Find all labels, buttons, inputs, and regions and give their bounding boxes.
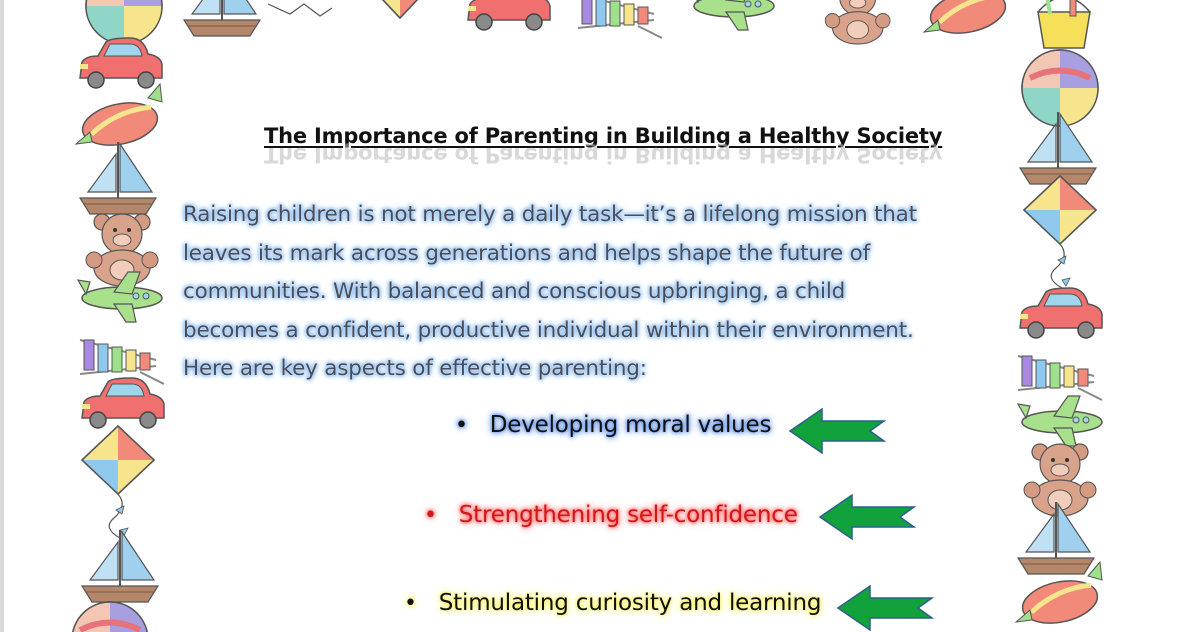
sailboat-icon (80, 142, 156, 214)
xylophone-icon (80, 340, 164, 384)
bullet-text: Developing moral values (489, 412, 772, 438)
bullet-item-self-confidence (424, 502, 798, 528)
xylophone-icon (578, 0, 662, 38)
bullet-dot: • (455, 412, 468, 438)
ball-icon (72, 602, 148, 632)
toy-car-icon (82, 378, 164, 428)
bullet-item-moral-values (455, 412, 771, 438)
blimp-icon (76, 84, 162, 151)
bullet-text: Stimulating curiosity and learning (438, 590, 822, 616)
kite-icon (322, 0, 434, 18)
green-arrow-icon (788, 406, 886, 456)
teddy-bear-icon (825, 0, 890, 44)
sailboat-icon (184, 0, 260, 36)
intro-line: becomes a confident, productive individual within their environment. (183, 317, 914, 343)
toy-airplane-icon (690, 0, 774, 30)
document-title-text: The Importance of Parenting in Building a Healthy Society (264, 124, 943, 148)
bullet-item-curiosity-learning (404, 590, 821, 616)
toy-car-icon (80, 38, 162, 88)
xylophone-icon (1018, 356, 1102, 400)
bullet-text: Strengthening self-confidence (458, 502, 798, 528)
document-title (264, 124, 943, 167)
sand-bucket-icon (1038, 0, 1090, 48)
sailboat-icon (1020, 112, 1096, 184)
teddy-bear-icon (1024, 444, 1096, 516)
kite-icon (1024, 176, 1096, 288)
green-arrow-icon (818, 492, 916, 542)
toy-car-icon (468, 0, 550, 30)
intro-line: communities. With balanced and conscious upbringing, a child (183, 279, 846, 304)
title-reflection: The Importance of Parenting in Building a Healthy Society (264, 143, 943, 167)
bullet-dot: • (424, 502, 437, 528)
toy-car-icon (1020, 288, 1102, 338)
green-arrow-icon (836, 584, 934, 632)
kite-icon (82, 426, 154, 538)
intro-line: leaves its mark across generations and helps shape the future of (183, 240, 870, 266)
sailboat-icon (82, 530, 158, 602)
teddy-bear-icon (86, 214, 158, 286)
bullet-dot: • (404, 590, 417, 616)
toy-airplane-icon (1018, 396, 1102, 446)
intro-line: Raising children is not merely a daily task—it’s a lifelong mission that (183, 202, 917, 227)
intro-line: Here are key aspects of effective parenting: (183, 356, 647, 381)
sailboat-icon (1018, 502, 1094, 574)
blimp-icon (924, 0, 1010, 39)
intro-paragraph (183, 196, 1003, 389)
